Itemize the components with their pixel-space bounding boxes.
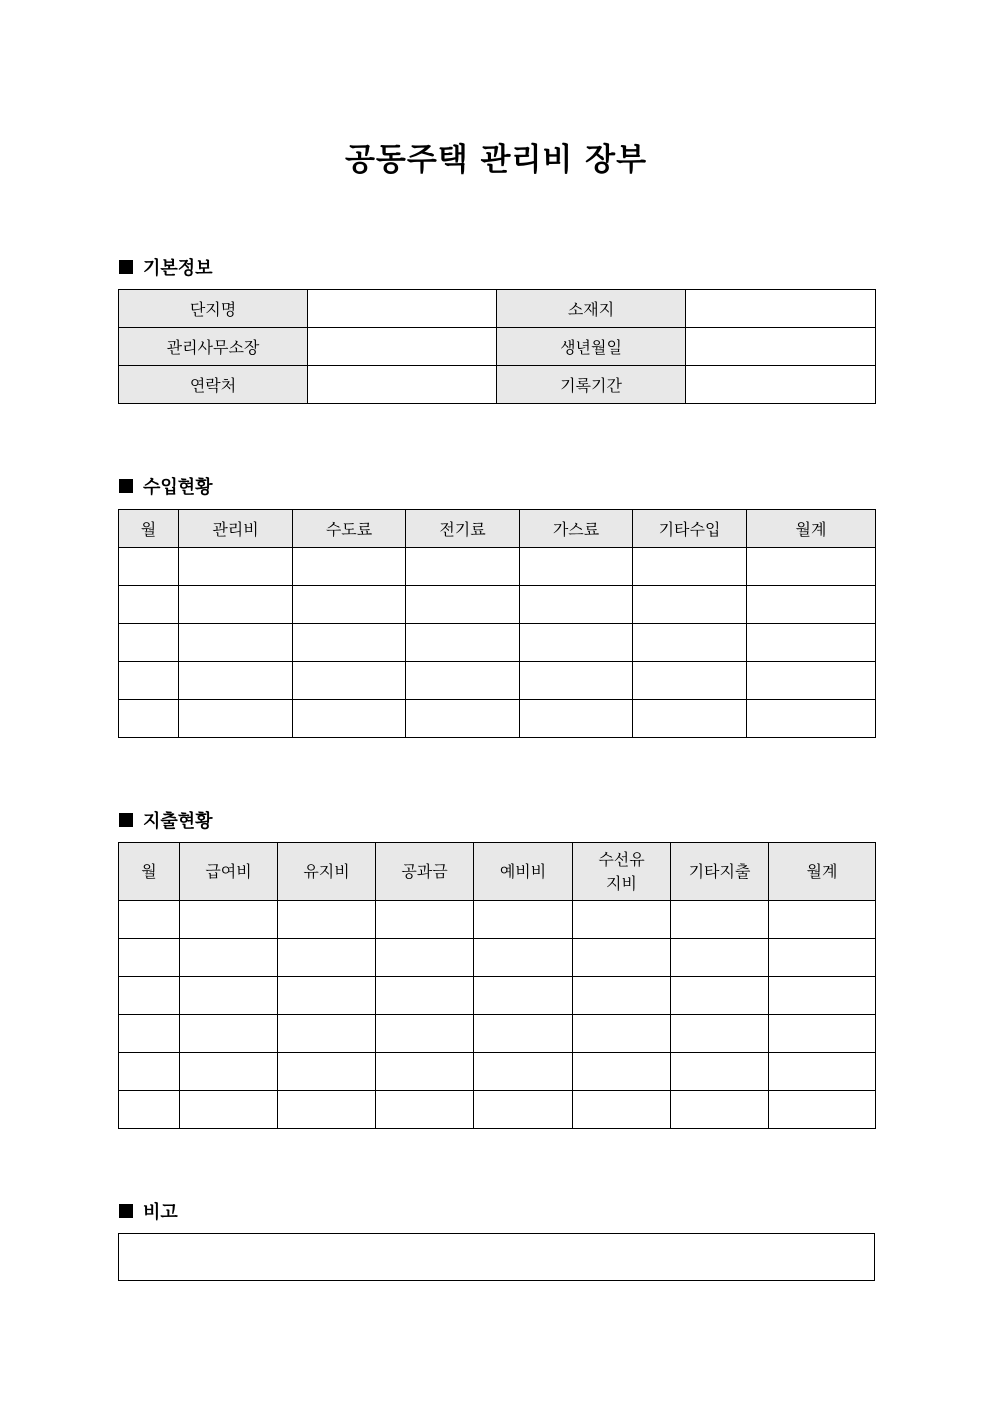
section-heading-label: 비고 [143, 1202, 178, 1223]
square-bullet-icon [119, 1204, 133, 1218]
table-row [119, 700, 876, 738]
table-cell[interactable] [376, 1015, 474, 1053]
table-row [119, 662, 876, 700]
table-row [119, 939, 876, 977]
table-cell[interactable] [769, 1053, 876, 1091]
table-cell[interactable] [573, 901, 671, 939]
table-cell[interactable] [119, 662, 179, 700]
section-heading-remarks [119, 1198, 178, 1224]
section-heading-label: 기본정보 [143, 258, 213, 279]
table-cell[interactable] [179, 624, 293, 662]
table-cell[interactable] [671, 977, 769, 1015]
section-heading-income [119, 473, 213, 499]
square-bullet-icon [119, 479, 133, 493]
table-cell[interactable] [119, 1053, 180, 1091]
column-header-salary: 급여비 [180, 843, 278, 901]
remarks-field[interactable] [118, 1233, 875, 1281]
column-header-gas-fee: 가스료 [520, 510, 633, 548]
table-cell[interactable] [747, 586, 876, 624]
label-record-period: 기록기간 [497, 366, 686, 404]
table-row [119, 366, 876, 404]
table-cell[interactable] [406, 662, 520, 700]
table-cell[interactable] [278, 939, 376, 977]
table-cell[interactable] [406, 624, 520, 662]
basic-info-table [118, 289, 876, 404]
table-cell[interactable] [293, 624, 406, 662]
table-cell[interactable] [376, 977, 474, 1015]
table-cell[interactable] [376, 939, 474, 977]
table-cell[interactable] [293, 700, 406, 738]
section-heading-expense [119, 807, 213, 833]
table-cell[interactable] [119, 700, 179, 738]
table-cell[interactable] [520, 624, 633, 662]
table-cell[interactable] [406, 586, 520, 624]
column-header-other-expense: 기타지출 [671, 843, 769, 901]
birth-date-field[interactable] [686, 328, 876, 366]
table-cell[interactable] [376, 1053, 474, 1091]
table-cell[interactable] [119, 1015, 180, 1053]
column-header-reserve: 예비비 [474, 843, 573, 901]
table-cell[interactable] [406, 700, 520, 738]
table-cell[interactable] [573, 1053, 671, 1091]
column-header-month: 월 [119, 843, 180, 901]
table-cell[interactable] [671, 901, 769, 939]
table-header-row [119, 510, 876, 548]
table-cell[interactable] [633, 548, 747, 586]
column-header-electricity-fee: 전기료 [406, 510, 520, 548]
table-cell[interactable] [633, 700, 747, 738]
table-cell[interactable] [671, 1091, 769, 1129]
table-cell[interactable] [119, 977, 180, 1015]
table-cell[interactable] [119, 939, 180, 977]
office-manager-field[interactable] [308, 328, 497, 366]
table-cell[interactable] [573, 939, 671, 977]
table-row [119, 901, 876, 939]
table-row [119, 977, 876, 1015]
table-cell[interactable] [671, 939, 769, 977]
table-cell[interactable] [769, 939, 876, 977]
label-office-manager: 관리사무소장 [119, 328, 308, 366]
table-row [119, 548, 876, 586]
table-cell[interactable] [474, 977, 573, 1015]
table-row [119, 1091, 876, 1129]
table-row [119, 586, 876, 624]
table-cell[interactable] [180, 977, 278, 1015]
table-row [119, 1015, 876, 1053]
column-header-month: 월 [119, 510, 179, 548]
table-cell[interactable] [376, 901, 474, 939]
label-birth-date: 생년월일 [497, 328, 686, 366]
table-cell[interactable] [747, 548, 876, 586]
table-cell[interactable] [633, 662, 747, 700]
table-cell[interactable] [520, 700, 633, 738]
table-cell[interactable] [769, 977, 876, 1015]
table-cell[interactable] [293, 586, 406, 624]
table-cell[interactable] [278, 1053, 376, 1091]
table-cell[interactable] [633, 586, 747, 624]
column-header-management-fee: 관리비 [179, 510, 293, 548]
table-cell[interactable] [180, 1091, 278, 1129]
table-cell[interactable] [278, 1015, 376, 1053]
document-title: 공동주택 관리비 장부 [344, 142, 648, 178]
table-cell[interactable] [474, 1053, 573, 1091]
table-cell[interactable] [474, 939, 573, 977]
square-bullet-icon [119, 813, 133, 827]
table-cell[interactable] [747, 700, 876, 738]
table-row [119, 328, 876, 366]
column-header-water-fee: 수도료 [293, 510, 406, 548]
income-table [118, 509, 876, 738]
table-cell[interactable] [520, 662, 633, 700]
table-cell[interactable] [671, 1015, 769, 1053]
table-cell[interactable] [573, 1015, 671, 1053]
table-cell[interactable] [671, 1053, 769, 1091]
column-header-other-income: 기타수입 [633, 510, 747, 548]
table-cell[interactable] [278, 1091, 376, 1129]
table-cell[interactable] [293, 548, 406, 586]
table-cell[interactable] [179, 586, 293, 624]
table-row [119, 290, 876, 328]
table-cell[interactable] [278, 977, 376, 1015]
section-heading-basic-info [119, 254, 213, 280]
table-cell[interactable] [474, 1015, 573, 1053]
table-cell[interactable] [119, 1091, 180, 1129]
table-row [119, 1053, 876, 1091]
record-period-field[interactable] [686, 366, 876, 404]
location-field[interactable] [686, 290, 876, 328]
table-cell[interactable] [520, 548, 633, 586]
table-cell[interactable] [474, 1091, 573, 1129]
table-cell[interactable] [769, 901, 876, 939]
label-contact: 연락처 [119, 366, 308, 404]
section-heading-label: 지출현황 [143, 811, 213, 832]
table-cell[interactable] [179, 700, 293, 738]
table-header-row [119, 843, 876, 901]
table-cell[interactable] [180, 901, 278, 939]
table-cell[interactable] [769, 1015, 876, 1053]
table-cell[interactable] [119, 624, 179, 662]
column-header-maintenance: 유지비 [278, 843, 376, 901]
complex-name-field[interactable] [308, 290, 497, 328]
section-heading-label: 수입현황 [143, 477, 213, 498]
label-location: 소재지 [497, 290, 686, 328]
table-cell[interactable] [119, 901, 180, 939]
label-complex-name: 단지명 [119, 290, 308, 328]
column-header-repair-maintenance: 수선유지비 [573, 843, 671, 901]
column-header-monthly-total: 월계 [769, 843, 876, 901]
table-cell[interactable] [633, 624, 747, 662]
table-cell[interactable] [179, 548, 293, 586]
table-cell[interactable] [520, 586, 633, 624]
square-bullet-icon [119, 260, 133, 274]
table-cell[interactable] [747, 624, 876, 662]
table-cell[interactable] [376, 1091, 474, 1129]
table-row [119, 624, 876, 662]
table-cell[interactable] [179, 662, 293, 700]
table-cell[interactable] [406, 548, 520, 586]
table-cell[interactable] [573, 1091, 671, 1129]
table-cell[interactable] [119, 548, 179, 586]
table-cell[interactable] [573, 977, 671, 1015]
table-cell[interactable] [119, 586, 179, 624]
contact-field[interactable] [308, 366, 497, 404]
table-cell[interactable] [180, 939, 278, 977]
table-cell[interactable] [278, 901, 376, 939]
table-cell[interactable] [769, 1091, 876, 1129]
expense-table [118, 842, 876, 1129]
table-cell[interactable] [180, 1053, 278, 1091]
table-cell[interactable] [747, 662, 876, 700]
table-cell[interactable] [474, 901, 573, 939]
table-cell[interactable] [293, 662, 406, 700]
column-header-utilities: 공과금 [376, 843, 474, 901]
column-header-monthly-total: 월계 [747, 510, 876, 548]
table-cell[interactable] [180, 1015, 278, 1053]
